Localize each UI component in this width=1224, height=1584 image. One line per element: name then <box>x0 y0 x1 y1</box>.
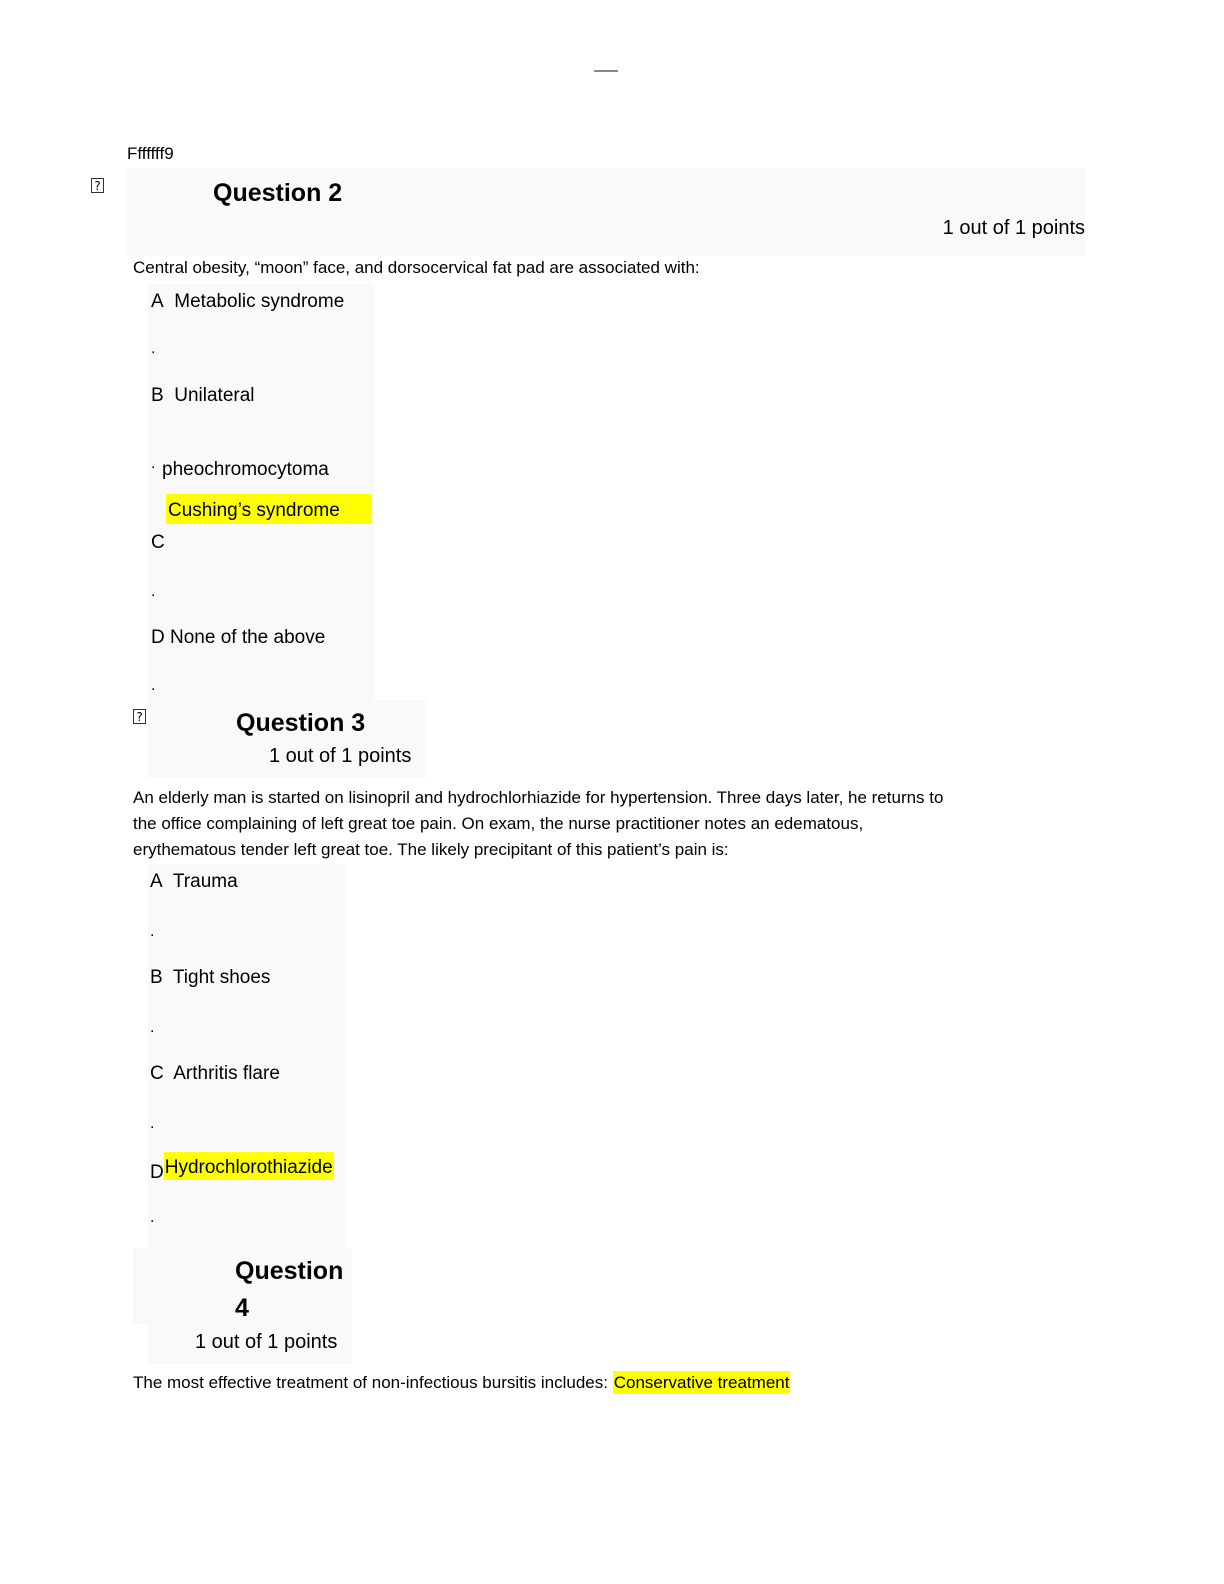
option-dot: . <box>150 1115 155 1132</box>
question-4-title: Question <box>235 1257 344 1285</box>
page-code: Fffffff9 <box>127 144 174 163</box>
question-status-icon: ? <box>133 709 146 724</box>
question-2-points: 1 out of 1 points <box>942 217 1085 239</box>
option-text-correct: Cushing’s syndrome <box>166 494 372 524</box>
answer-option-c[interactable] <box>150 1063 280 1085</box>
option-letter: B <box>151 385 164 406</box>
page-header-mark <box>594 70 618 72</box>
option-text: Tight shoes <box>172 967 271 988</box>
option-text-continued: pheochromocytoma <box>162 459 329 480</box>
question-4-points: 1 out of 1 points <box>195 1331 338 1353</box>
answer-option-a[interactable] <box>150 871 238 893</box>
option-text-correct: Hydrochlorothiazide <box>164 1152 334 1180</box>
question-4-stem-line <box>133 1373 790 1393</box>
answer-option-d[interactable] <box>150 1152 334 1183</box>
option-dot: . <box>150 1019 155 1036</box>
option-text: Arthritis flare <box>173 1063 280 1084</box>
option-letter: C <box>150 1063 164 1084</box>
option-dot: . <box>151 455 156 472</box>
answer-option-c[interactable] <box>166 494 372 524</box>
question-3-stem-line: An elderly man is started on lisinopril and hydrochlorhiazide for hypertension. Three days later, he returns to <box>133 788 944 807</box>
option-letter: A <box>150 871 163 892</box>
answer-option-a[interactable] <box>151 291 344 313</box>
option-dot: . <box>151 340 156 357</box>
question-3-stem-line: erythematous tender left great toe. The likely precipitant of this patient’s pain is: <box>133 840 729 859</box>
option-letter: C <box>151 532 165 553</box>
option-text: Unilateral <box>174 385 255 406</box>
question-3-points: 1 out of 1 points <box>269 745 412 767</box>
option-letter: B <box>150 967 163 988</box>
option-letter: A <box>151 291 164 312</box>
question-2-stem: Central obesity, “moon” face, and dorsocervical fat pad are associated with: <box>133 258 700 277</box>
option-dot: . <box>151 677 156 694</box>
question-2-title: Question 2 <box>213 179 343 207</box>
answer-option-d[interactable] <box>151 627 325 649</box>
question-status-icon: ? <box>91 178 104 193</box>
answer-option-b[interactable] <box>150 967 270 989</box>
option-letter: D <box>150 1162 164 1183</box>
question-3-title: Question 3 <box>236 709 366 737</box>
option-dot: . <box>150 1209 155 1226</box>
question-4-stem: The most effective treatment of non-infectious bursitis includes: <box>133 1373 608 1392</box>
answer-option-b[interactable] <box>151 385 255 407</box>
question-4-number: 4 <box>235 1294 249 1322</box>
option-dot: . <box>151 583 156 600</box>
question-4-answer: Conservative treatment <box>613 1373 790 1392</box>
option-letter: D <box>151 627 165 648</box>
question-3-stem-line: the office complaining of left great toe pain. On exam, the nurse practitioner notes an edematous, <box>133 814 864 833</box>
option-text: Metabolic syndrome <box>174 291 345 312</box>
option-dot: . <box>150 923 155 940</box>
option-text: None of the above <box>170 627 326 648</box>
option-text: Trauma <box>172 871 238 892</box>
question-3-options <box>148 864 345 1248</box>
